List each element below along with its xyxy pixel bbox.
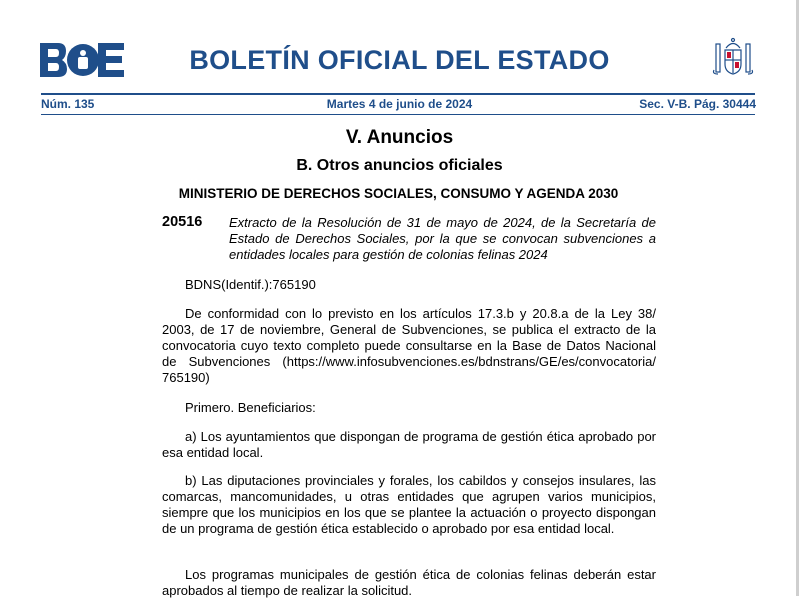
item-a-text: a) Los ayuntamientos que dispongan de programa de gestión ética aprobado por esa entidad local. bbox=[162, 429, 656, 460]
announcement-number: 20516 bbox=[162, 214, 203, 230]
item-b-text: b) Las diputaciones provinciales y forales, los cabildos y consejos insulares, las comarcas, mancomunidades, u otras entidades que agrupen varios municipios, siempre que los municipios en los que se plantee la actuación o proyecto dispongan de un programa de gestión ética establecido o aprobado por esa entidad local. bbox=[162, 473, 656, 536]
primero-paragraph bbox=[162, 400, 656, 416]
conformidad-paragraph bbox=[162, 306, 656, 386]
coat-of-arms-icon bbox=[712, 36, 754, 78]
ministry-heading: MINISTERIO DE DERECHOS SOCIALES, CONSUMO Y AGENDA 2030 bbox=[178, 186, 619, 201]
publication-title: BOLETÍN OFICIAL DEL ESTADO bbox=[189, 45, 610, 75]
publication-date: Martes 4 de junio de 2024 bbox=[326, 97, 473, 111]
last-paragraph bbox=[162, 567, 656, 599]
last-text: Los programas municipales de gestión ética de colonias felinas deberán estar aprobados al tiempo de realizar la solicitud. bbox=[162, 567, 656, 598]
conformidad-text: De conformidad con lo previsto en los artículos 17.3.b y 20.8.a de la Ley 38/ 2003, de 17 de noviembre, General de Subvenciones, se publica el extracto de la convocatoria cuyo texto completo puede consultarse en la Base de Datos Nacional de Subvenciones (https://www.infosubvenciones.es/bdnstrans/GE/es/convocatoria/ 765190) bbox=[162, 306, 656, 385]
section-page: Sec. V-B. Pág. 30444 bbox=[639, 97, 756, 111]
primero-text: Primero. Beneficiarios: bbox=[185, 400, 316, 415]
subsection-heading: B. Otros anuncios oficiales bbox=[296, 157, 503, 174]
bdns-text: BDNS(Identif.):765190 bbox=[185, 277, 316, 292]
section-heading: V. Anuncios bbox=[345, 127, 454, 148]
header-rule-top bbox=[41, 93, 755, 95]
issue-number: Núm. 135 bbox=[41, 97, 95, 111]
header-rule-bottom bbox=[41, 114, 755, 115]
item-b-paragraph bbox=[162, 473, 656, 537]
item-a-paragraph bbox=[162, 429, 656, 461]
announcement-extract: Extracto de la Resolución de 31 de mayo de 2024, de la Secretaría de Estado de Derechos Sociales, por la que se convocan subvenciones a entidades locales para gestión de colonias felinas 2024 bbox=[229, 215, 656, 262]
bdns-paragraph bbox=[162, 277, 656, 293]
